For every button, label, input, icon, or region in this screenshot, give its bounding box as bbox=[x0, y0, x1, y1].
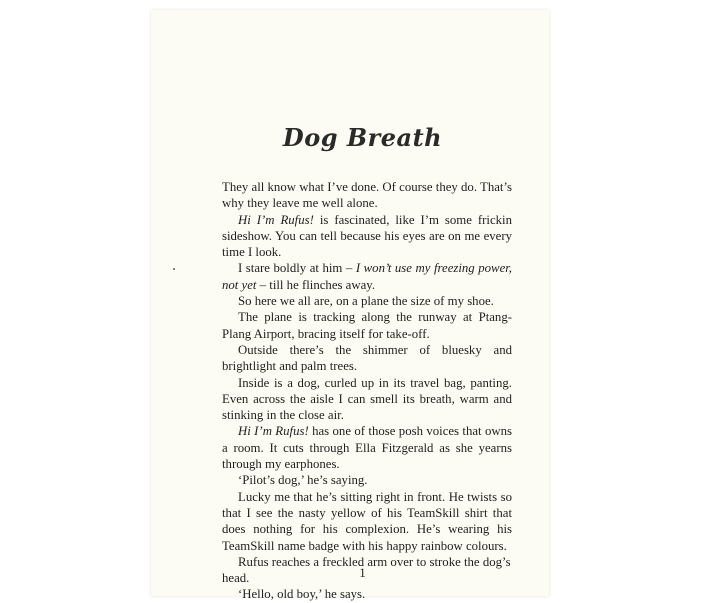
paragraph: I stare boldly at him – I won’t use my freezing power, not yet – till he flinches away. bbox=[222, 261, 513, 292]
page-speck bbox=[173, 268, 175, 270]
paragraph: ‘Pilot’s dog,’ he’s saying. bbox=[238, 473, 368, 488]
paragraph: Rufus reaches a freckled arm over to stroke the dog’s head. bbox=[222, 554, 511, 586]
body-text bbox=[222, 179, 512, 603]
paragraph: ‘Hello, old boy,’ he says. bbox=[238, 587, 366, 602]
paragraph: Hi I’m Rufus! has one of those posh voices that owns a room. It cuts through Ella Fitzgerald as she yearns through my earphones. bbox=[222, 424, 512, 472]
paragraph: The plane is tracking along the runway at Ptang-Plang Airport, bracing itself for take-off. bbox=[222, 310, 512, 341]
paragraph: Inside is a dog, curled up in its travel bag, panting. Even across the aisle I can smell its breath, warm and stinking in the close air. bbox=[222, 375, 512, 423]
chapter-title: Dog Breath bbox=[282, 123, 443, 152]
paragraph: They all know what I’ve done. Of course they do. That’s why they leave me well alone. bbox=[222, 180, 512, 211]
page-number: 1 bbox=[359, 565, 366, 580]
paragraph: Hi I’m Rufus! is fascinated, like I’m some frickin sideshow. You can tell because his eyes are on me every time I look. bbox=[222, 212, 513, 260]
paragraph: Lucky me that he’s sitting right in front. He twists so that I see the nasty yellow of his TeamSkill shirt that does nothing for his complexion. He’s wearing his TeamSkill name badge with his happy rainbow colours. bbox=[222, 489, 512, 553]
paragraph: So here we all are, on a plane the size of my shoe. bbox=[238, 294, 494, 309]
paragraph: Outside there’s the shimmer of bluesky and brightlight and palm trees. bbox=[222, 342, 512, 374]
